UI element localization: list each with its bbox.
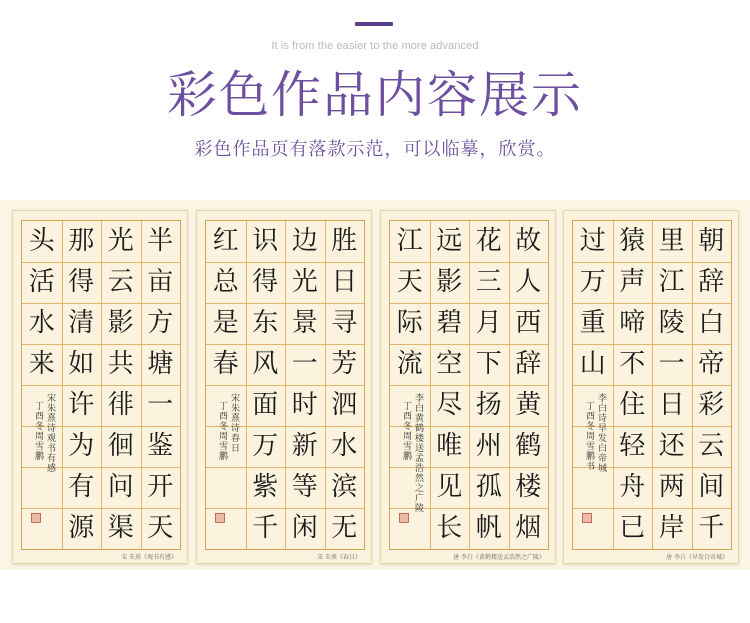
calligraphy-character: 方 (147, 308, 174, 338)
calligraphy-character: 源 (68, 513, 95, 543)
calligraphy-character: 头 (28, 226, 55, 256)
calligraphy-character: 间 (698, 472, 725, 502)
calligraphy-character: 山 (579, 349, 606, 379)
calligraphy-character: 住 (619, 390, 646, 420)
calligraphy-character: 千 (252, 513, 279, 543)
calligraphy-character: 朝 (698, 226, 725, 256)
calligraphy-character: 得 (68, 267, 95, 297)
calligraphy-character: 面 (252, 390, 279, 420)
calligraphy-character: 帆 (475, 513, 502, 543)
calligraphy-character: 还 (658, 431, 685, 461)
calligraphy-character: 影 (107, 308, 134, 338)
calligraphy-card[interactable] (196, 210, 372, 564)
calligraphy-character: 一 (658, 349, 685, 379)
calligraphy-character: 陵 (658, 308, 685, 338)
calligraphy-character: 尽 (436, 390, 463, 420)
calligraphy-character: 重 (579, 308, 606, 338)
calligraphy-card[interactable] (12, 210, 188, 564)
calligraphy-character: 塘 (147, 349, 174, 379)
calligraphy-character: 彩 (698, 390, 725, 420)
character-grid (389, 220, 549, 550)
calligraphy-character: 新 (291, 431, 318, 461)
page-description: 彩色作品页有落款示范，可以临摹，欣赏。 (194, 139, 556, 160)
signature-inscription: 宋朱熹诗观书有感 (45, 393, 55, 473)
calligraphy-character: 三 (475, 267, 502, 297)
work-caption: 宋 朱熹《春日》 (317, 554, 361, 561)
red-seal-stamp (582, 513, 592, 523)
calligraphy-character: 是 (212, 308, 239, 338)
calligraphy-character: 流 (396, 349, 423, 379)
signature-inscription: 丁酉冬周雪鹏 (33, 401, 43, 461)
signature-inscription: 李白诗早发白帝城 (596, 393, 606, 473)
calligraphy-character: 万 (252, 431, 279, 461)
calligraphy-character: 唯 (436, 431, 463, 461)
calligraphy-character: 舟 (619, 472, 646, 502)
calligraphy-character: 帝 (698, 349, 725, 379)
calligraphy-character: 鹤 (515, 431, 542, 461)
calligraphy-character: 泗 (331, 390, 358, 420)
calligraphy-character: 万 (579, 267, 606, 297)
calligraphy-character: 闲 (291, 513, 318, 543)
calligraphy-character: 紫 (252, 472, 279, 502)
calligraphy-character: 碧 (436, 308, 463, 338)
calligraphy-character: 里 (658, 226, 685, 256)
calligraphy-character: 活 (28, 267, 55, 297)
calligraphy-character: 光 (291, 267, 318, 297)
calligraphy-character: 开 (147, 472, 174, 502)
calligraphy-character: 花 (475, 226, 502, 256)
calligraphy-character: 州 (475, 431, 502, 461)
calligraphy-character: 无 (331, 513, 358, 543)
calligraphy-character: 云 (698, 431, 725, 461)
calligraphy-character: 景 (291, 308, 318, 338)
calligraphy-character: 徘 (107, 390, 134, 420)
calligraphy-character: 一 (147, 390, 174, 420)
calligraphy-character: 鉴 (147, 431, 174, 461)
calligraphy-character: 时 (291, 390, 318, 420)
english-subtitle: It is from the easier to the more advanced (271, 40, 479, 52)
calligraphy-character: 许 (68, 390, 95, 420)
calligraphy-character: 长 (436, 513, 463, 543)
calligraphy-character: 天 (147, 513, 174, 543)
calligraphy-character: 有 (68, 472, 95, 502)
calligraphy-character: 辞 (515, 349, 542, 379)
calligraphy-character: 影 (436, 267, 463, 297)
calligraphy-character: 不 (619, 349, 646, 379)
calligraphy-character: 总 (212, 267, 239, 297)
calligraphy-character: 际 (396, 308, 423, 338)
calligraphy-character: 边 (291, 226, 318, 256)
calligraphy-character: 下 (475, 349, 502, 379)
signature-inscription: 丁酉冬周雪鹏书 (584, 401, 594, 471)
calligraphy-character: 已 (619, 513, 646, 543)
character-grid (205, 220, 365, 550)
calligraphy-card[interactable] (380, 210, 556, 564)
calligraphy-character: 故 (515, 226, 542, 256)
calligraphy-character: 春 (212, 349, 239, 379)
calligraphy-character: 烟 (515, 513, 542, 543)
calligraphy-character: 声 (619, 267, 646, 297)
calligraphy-character: 等 (291, 472, 318, 502)
calligraphy-character: 扬 (475, 390, 502, 420)
calligraphy-character: 过 (579, 226, 606, 256)
page-title: 彩色作品内容展示 (167, 66, 583, 124)
calligraphy-character: 寻 (331, 308, 358, 338)
calligraphy-character: 问 (107, 472, 134, 502)
calligraphy-character: 江 (396, 226, 423, 256)
calligraphy-character: 水 (331, 431, 358, 461)
calligraphy-character: 如 (68, 349, 95, 379)
calligraphy-character: 黄 (515, 390, 542, 420)
calligraphy-character: 啼 (619, 308, 646, 338)
title-accent-bar (355, 22, 393, 26)
calligraphy-character: 江 (658, 267, 685, 297)
calligraphy-character: 红 (212, 226, 239, 256)
calligraphy-character: 渠 (107, 513, 134, 543)
calligraphy-character: 日 (331, 267, 358, 297)
work-caption: 宋 朱熹《观书有感》 (121, 554, 177, 561)
calligraphy-character: 白 (698, 308, 725, 338)
calligraphy-character: 那 (68, 226, 95, 256)
calligraphy-character: 胜 (331, 226, 358, 256)
calligraphy-card[interactable] (563, 210, 739, 564)
calligraphy-character: 孤 (475, 472, 502, 502)
character-grid (572, 220, 732, 550)
calligraphy-character: 千 (698, 513, 725, 543)
calligraphy-character: 楼 (515, 472, 542, 502)
calligraphy-character: 空 (436, 349, 463, 379)
calligraphy-character: 月 (475, 308, 502, 338)
signature-inscription: 丁酉冬周雪鹏 (217, 401, 227, 461)
calligraphy-character: 识 (252, 226, 279, 256)
calligraphy-character: 芳 (331, 349, 358, 379)
signature-inscription: 李白黄鹤楼送孟浩然之广陵 (413, 393, 423, 513)
calligraphy-character: 西 (515, 308, 542, 338)
calligraphy-character: 半 (147, 226, 174, 256)
calligraphy-character: 亩 (147, 267, 174, 297)
calligraphy-character: 滨 (331, 472, 358, 502)
calligraphy-character: 光 (107, 226, 134, 256)
calligraphy-character: 来 (28, 349, 55, 379)
calligraphy-character: 辞 (698, 267, 725, 297)
calligraphy-character: 人 (515, 267, 542, 297)
character-grid (21, 220, 181, 550)
calligraphy-character: 东 (252, 308, 279, 338)
calligraphy-character: 云 (107, 267, 134, 297)
calligraphy-character: 日 (658, 390, 685, 420)
calligraphy-character: 天 (396, 267, 423, 297)
red-seal-stamp (399, 513, 409, 523)
work-caption: 唐 李白《早发白帝城》 (666, 554, 728, 561)
calligraphy-character: 猿 (619, 226, 646, 256)
calligraphy-character: 得 (252, 267, 279, 297)
red-seal-stamp (215, 513, 225, 523)
calligraphy-character: 两 (658, 472, 685, 502)
calligraphy-character: 岸 (658, 513, 685, 543)
red-seal-stamp (31, 513, 41, 523)
calligraphy-character: 徊 (107, 431, 134, 461)
calligraphy-character: 清 (68, 308, 95, 338)
calligraphy-character: 一 (291, 349, 318, 379)
calligraphy-character: 远 (436, 226, 463, 256)
calligraphy-character: 风 (252, 349, 279, 379)
calligraphy-character: 共 (107, 349, 134, 379)
calligraphy-character: 轻 (619, 431, 646, 461)
calligraphy-character: 水 (28, 308, 55, 338)
signature-inscription: 丁酉冬周雪鹏 (401, 401, 411, 461)
calligraphy-character: 见 (436, 472, 463, 502)
signature-inscription: 宋朱熹诗春日 (229, 393, 239, 453)
calligraphy-character: 为 (68, 431, 95, 461)
work-caption: 唐 李白《黄鹤楼送孟浩然之广陵》 (453, 554, 545, 561)
